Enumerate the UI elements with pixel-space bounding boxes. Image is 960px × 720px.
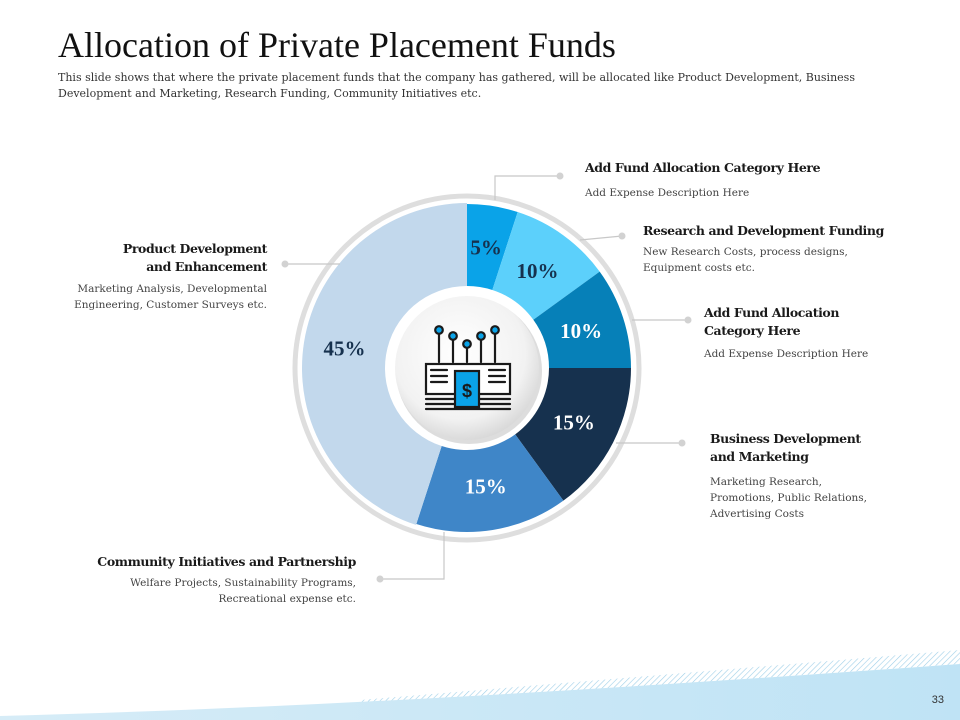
connector-dot-1 xyxy=(557,173,564,180)
category-desc-4-1: Marketing Research, xyxy=(710,476,822,488)
category-label-5 xyxy=(97,554,356,605)
category-title-6-1: Product Development xyxy=(122,241,267,256)
slice-value-label-6: 45% xyxy=(323,336,366,361)
connector-line-2 xyxy=(580,236,622,240)
category-desc-2-1: New Research Costs, process designs, xyxy=(643,246,848,258)
slice-value-label-2: 10% xyxy=(516,258,559,283)
category-desc-3-1: Add Expense Description Here xyxy=(704,348,869,360)
svg-text:$: $ xyxy=(461,381,473,401)
category-label-3 xyxy=(703,305,868,360)
category-desc-6-2: Engineering, Customer Surveys etc. xyxy=(74,299,267,311)
category-label-6 xyxy=(74,241,268,311)
connector-dot-4 xyxy=(679,440,686,447)
category-label-1 xyxy=(584,160,821,199)
category-title-3-1: Add Fund Allocation xyxy=(704,305,840,320)
category-desc-5-2: Recreational expense etc. xyxy=(218,593,356,605)
category-title-3-2: Category Here xyxy=(704,323,801,338)
category-title-1-1: Add Fund Allocation Category Here xyxy=(585,160,821,175)
category-desc-2-2: Equipment costs etc. xyxy=(643,262,755,274)
category-title-6-2: and Enhancement xyxy=(146,259,267,274)
category-desc-1-1: Add Expense Description Here xyxy=(585,187,750,199)
category-title-4-1: Business Development xyxy=(710,431,861,446)
connector-dot-5 xyxy=(377,576,384,583)
category-desc-5-1: Welfare Projects, Sustainability Programs, xyxy=(130,577,356,589)
category-label-4 xyxy=(709,431,867,520)
category-title-5-1: Community Initiatives and Partnership xyxy=(97,554,356,569)
category-label-2 xyxy=(643,223,885,274)
connector-line-1 xyxy=(495,176,560,200)
connector-dot-2 xyxy=(619,233,626,240)
page-number: 33 xyxy=(931,694,944,706)
connector-dot-6 xyxy=(282,261,289,268)
page-subtitle: This slide shows that where the private placement funds that the company has gathered, will be allocated like Product Development, Business Development and Marketing, Research Funding, Community Initiatives etc. xyxy=(58,71,855,100)
category-desc-4-3: Advertising Costs xyxy=(710,508,804,520)
page-title: Allocation of Private Placement Funds xyxy=(58,25,616,65)
slice-value-label-3: 10% xyxy=(560,318,603,343)
slice-value-label-5: 15% xyxy=(464,474,507,499)
category-desc-6-1: Marketing Analysis, Developmental xyxy=(77,283,267,295)
category-desc-4-2: Promotions, Public Relations, xyxy=(710,492,868,504)
category-title-2-1: Research and Development Funding xyxy=(643,223,884,238)
connector-dot-3 xyxy=(685,317,692,324)
slice-value-label-1: 5% xyxy=(470,235,502,260)
category-title-4-2: and Marketing xyxy=(710,449,809,464)
slice-value-label-4: 15% xyxy=(552,410,595,435)
